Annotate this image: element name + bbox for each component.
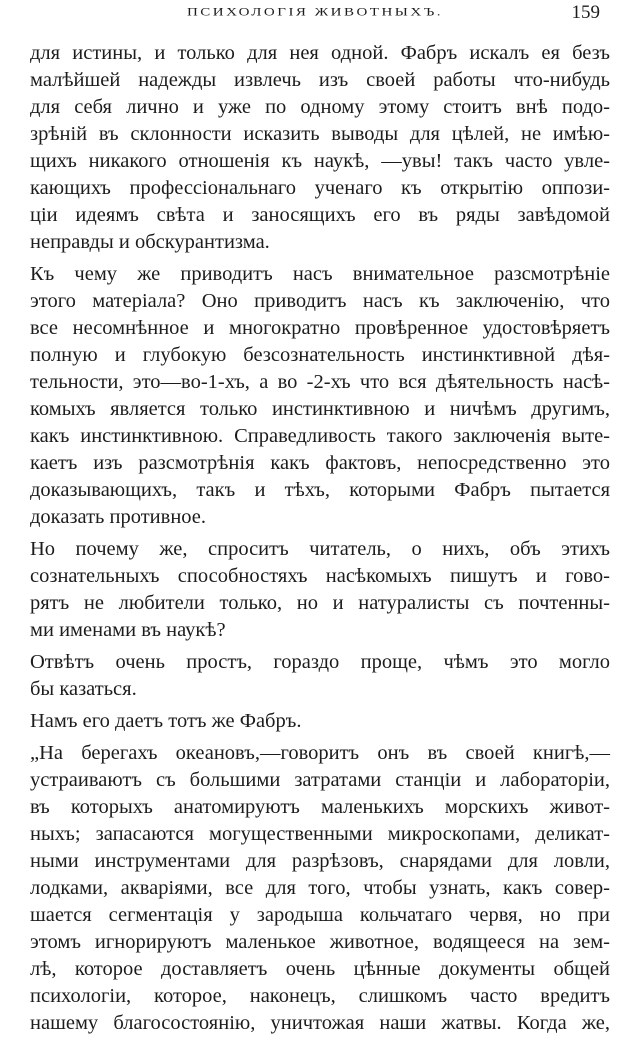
text-line: ми именами въ наукѣ?	[30, 619, 226, 641]
text-line: Намъ его даетъ тотъ же Фабръ.	[30, 710, 302, 732]
text-line: бы казаться.	[30, 678, 137, 700]
text-line: кающихъ профессіональнаго ученаго къ открытію оппози-	[30, 177, 610, 199]
text-line: психологіи, которое, наконецъ, слишкомъ часто вредитъ	[30, 985, 610, 1007]
text-line: малѣйшей надежды извлечь изъ своей работы что-нибудь	[30, 69, 610, 91]
text-line: въ которыхъ анатомируютъ маленькихъ морскихъ живот-	[30, 796, 610, 818]
text-line: „На берегахъ океановъ,—говоритъ онъ въ своей книгѣ,—	[30, 742, 610, 764]
text-line: устраиваютъ съ большими затратами станціи и лабораторіи,	[30, 769, 610, 791]
text-line: рятъ не любители только, но и натуралисты съ почтенны-	[30, 592, 610, 614]
running-header	[30, 2, 600, 26]
text-line: доказать противное.	[30, 506, 207, 528]
text-line: тельности, это—во-1-хъ, а во -2-хъ что вся дѣятельность насѣ-	[30, 371, 610, 393]
text-line: неправды и обскурантизма.	[30, 231, 270, 253]
paragraph	[30, 40, 610, 256]
text-line: ными инструментами для разрѣзовъ, снарядами для ловли,	[30, 850, 610, 872]
paragraph	[30, 536, 610, 644]
text-line: каетъ изъ разсмотрѣнія какъ фактовъ, непосредственно это	[30, 452, 610, 474]
text-line: ныхъ; запасаются могущественными микроскопами, деликат-	[30, 823, 610, 845]
running-title: ПСИХОЛОГІЯ ЖИВОТНЫХЪ.	[186, 5, 444, 19]
paragraph	[30, 708, 610, 735]
text-line: все несомнѣнное и многократно провѣренное удостовѣряетъ	[30, 317, 610, 339]
text-line: Отвѣтъ очень простъ, гораздо проще, чѣмъ это могло	[30, 651, 610, 673]
paragraph	[30, 649, 610, 703]
text-line: какъ инстинктивною. Справедливость такого заключенія выте-	[30, 425, 610, 447]
text-line: лодками, акваріями, все для того, чтобы узнать, какъ совер-	[30, 877, 610, 899]
text-line: для истины, и только для нея одной. Фабръ искалъ ея безъ	[30, 42, 610, 64]
text-line: этомъ игнорируютъ маленькое животное, водящееся на зем-	[30, 931, 610, 953]
text-line: ціи идеямъ свѣта и заносящихъ его въ ряды завѣдомой	[30, 204, 610, 226]
paragraph	[30, 740, 610, 1037]
text-line: шается сегментація у зародыша кольчатаго червя, но при	[30, 904, 610, 926]
text-line: комыхъ является только инстинктивною и ничѣмъ другимъ,	[30, 398, 610, 420]
text-line: нашему благосостоянію, уничтожая наши жатвы. Когда же,	[30, 1012, 610, 1034]
text-line: полную и глубокую безсознательность инстинктивной дѣя-	[30, 344, 610, 366]
paragraph	[30, 261, 610, 531]
text-line: этого матеріала? Оно приводитъ насъ къ заключенію, что	[30, 290, 610, 312]
text-line: щихъ никакого отношенія къ наукѣ, —увы! такъ часто увле-	[30, 150, 610, 172]
text-line: зрѣній въ склонности исказить выводы для цѣлей, не имѣю-	[30, 123, 610, 145]
text-line: Къ чему же приводитъ насъ внимательное разсмотрѣніе	[30, 263, 610, 285]
text-line: доказывающихъ, такъ и тѣхъ, которыми Фабръ пытается	[30, 479, 610, 501]
body-text	[30, 40, 610, 1037]
text-line: сознательныхъ способностяхъ насѣкомыхъ пишутъ и гово-	[30, 565, 610, 587]
text-line: лѣ, которое доставляетъ очень цѣнные документы общей	[30, 958, 610, 980]
page-number: 159	[571, 2, 600, 23]
text-line: Но почему же, спроситъ читатель, о нихъ, объ этихъ	[30, 538, 610, 560]
text-line: для себя лично и уже по одному этому стоитъ внѣ подо-	[30, 96, 610, 118]
